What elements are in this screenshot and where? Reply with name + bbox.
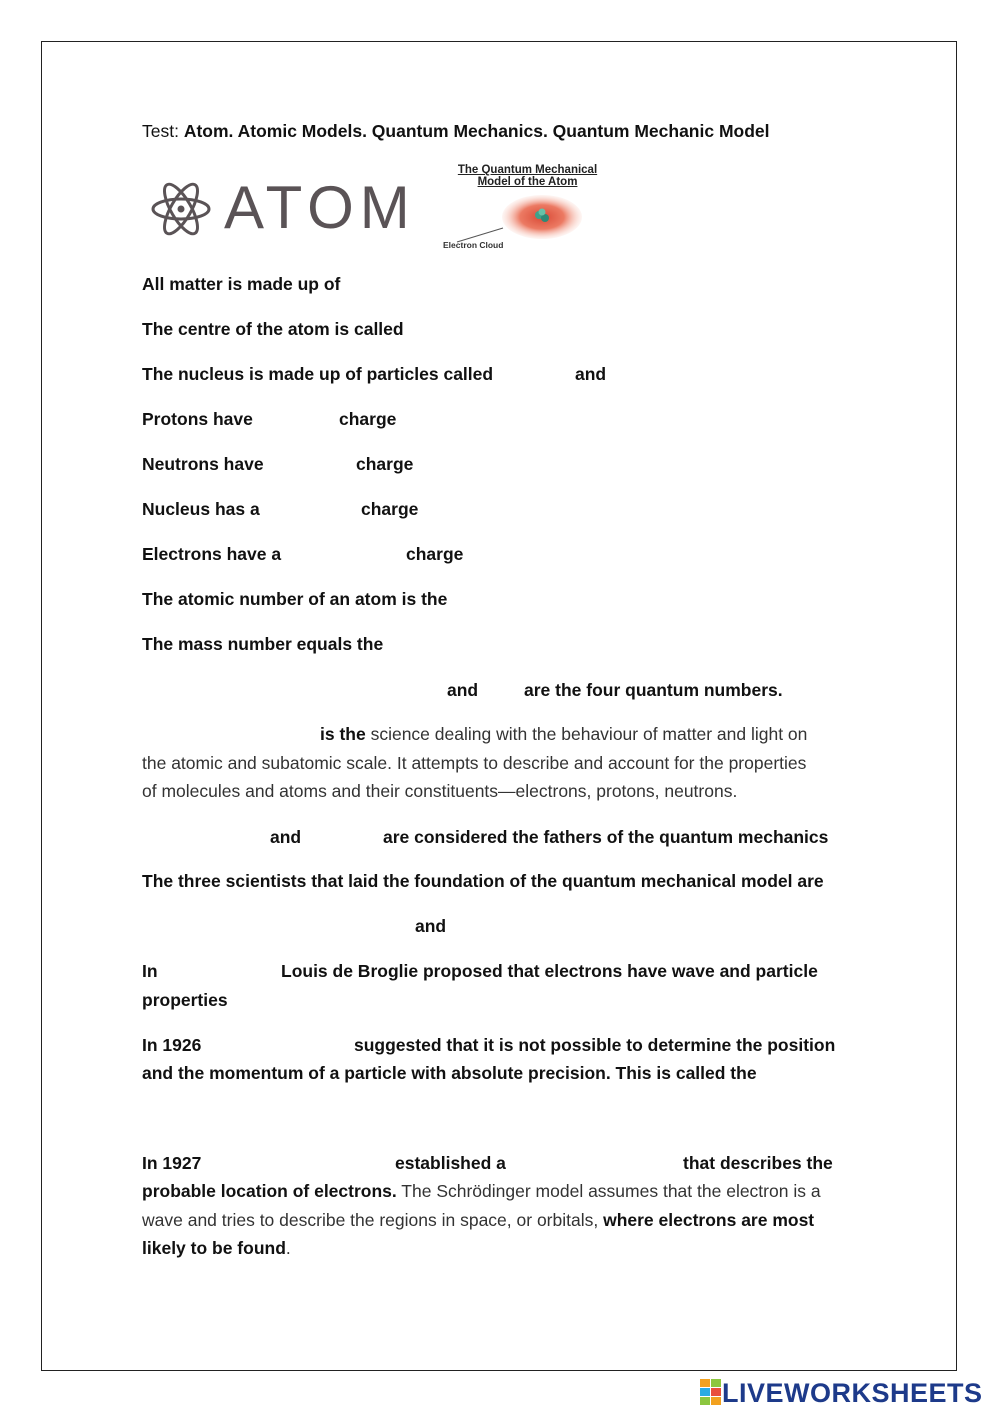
- question-16-text-2: wave and tries to describe the regions in space, or orbitals,: [142, 1210, 604, 1230]
- question-11-bold: is the: [320, 724, 366, 744]
- atom-logo-image: [150, 172, 416, 244]
- question-16-line-2: [142, 1177, 821, 1206]
- question-14-part-a: In: [142, 961, 158, 981]
- electron-cloud-icon: [501, 194, 583, 240]
- question-16-part-b: established a: [395, 1153, 506, 1173]
- question-11-line-2: the atomic and subatomic scale. It attempts to describe and account for the properties: [142, 753, 807, 773]
- question-13: The three scientists that laid the foundation of the quantum mechanical model are: [142, 871, 824, 891]
- question-15-part-c: and the momentum of a particle with absolute precision. This is called the: [142, 1063, 757, 1083]
- qm-title-line2: Model of the Atom: [477, 176, 578, 188]
- question-16-line-4: [142, 1234, 291, 1263]
- question-12-part-a: and: [270, 827, 302, 847]
- question-7-part-b: charge: [406, 544, 464, 564]
- question-16-part-a: In 1927: [142, 1153, 202, 1173]
- liveworksheets-text: LIVEWORKSHEETS: [722, 1378, 983, 1408]
- qm-title-line1: The Quantum Mechanical: [457, 164, 598, 176]
- question-16-text-1: The Schrödinger model assumes that the electron is a: [396, 1181, 821, 1201]
- question-16-part-c: that describes the: [683, 1153, 833, 1173]
- question-11-line-1: [320, 720, 807, 749]
- question-4-part-b: charge: [339, 409, 397, 429]
- question-3-part-a: The nucleus is made up of particles called: [142, 364, 494, 384]
- question-1: All matter is made up of: [142, 274, 341, 294]
- page-title: [142, 121, 770, 142]
- atom-icon: [150, 172, 212, 244]
- question-14-part-c: properties: [142, 990, 228, 1010]
- title-main: Atom. Atomic Models. Quantum Mechanics. Quantum Mechanic Model: [183, 121, 770, 141]
- question-11-line-3: of molecules and atoms and their constituents—electrons, protons, neutrons.: [142, 781, 738, 801]
- question-16-bold-3: likely to be found: [142, 1238, 286, 1258]
- qm-image-title: [425, 164, 630, 188]
- electron-cloud-label: Electron Cloud: [443, 240, 504, 250]
- question-10-part-a: and: [447, 680, 479, 700]
- quantum-model-image: [425, 164, 635, 254]
- question-8: The atomic number of an atom is the: [142, 589, 448, 609]
- title-lead: Test:: [142, 121, 184, 141]
- question-13-part-b: and: [415, 916, 447, 936]
- question-7-part-a: Electrons have a: [142, 544, 282, 564]
- question-14-part-b: Louis de Broglie proposed that electrons have wave and particle: [281, 961, 818, 981]
- question-16-text-3: .: [285, 1238, 291, 1258]
- question-5-part-b: charge: [356, 454, 414, 474]
- question-2: The centre of the atom is called: [142, 319, 404, 339]
- question-10-part-b: are the four quantum numbers.: [524, 680, 783, 700]
- question-3-part-b: and: [575, 364, 607, 384]
- question-11-text-1: science dealing with the behaviour of matter and light on: [365, 724, 808, 744]
- question-16-bold-2: where electrons are most: [603, 1210, 815, 1230]
- question-5-part-a: Neutrons have: [142, 454, 264, 474]
- question-12-part-b: are considered the fathers of the quantum mechanics: [383, 827, 829, 847]
- atom-logo-text: ATOM: [224, 174, 416, 241]
- question-6-part-a: Nucleus has a: [142, 499, 260, 519]
- question-15-part-b: suggested that it is not possible to determine the position: [354, 1035, 836, 1055]
- question-15-part-a: In 1926: [142, 1035, 202, 1055]
- question-6-part-b: charge: [361, 499, 419, 519]
- question-16-bold-1: probable location of electrons.: [142, 1181, 397, 1201]
- liveworksheets-logo-icon: [700, 1379, 722, 1407]
- question-9: The mass number equals the: [142, 634, 384, 654]
- question-4-part-a: Protons have: [142, 409, 253, 429]
- question-16-line-3: [142, 1206, 814, 1235]
